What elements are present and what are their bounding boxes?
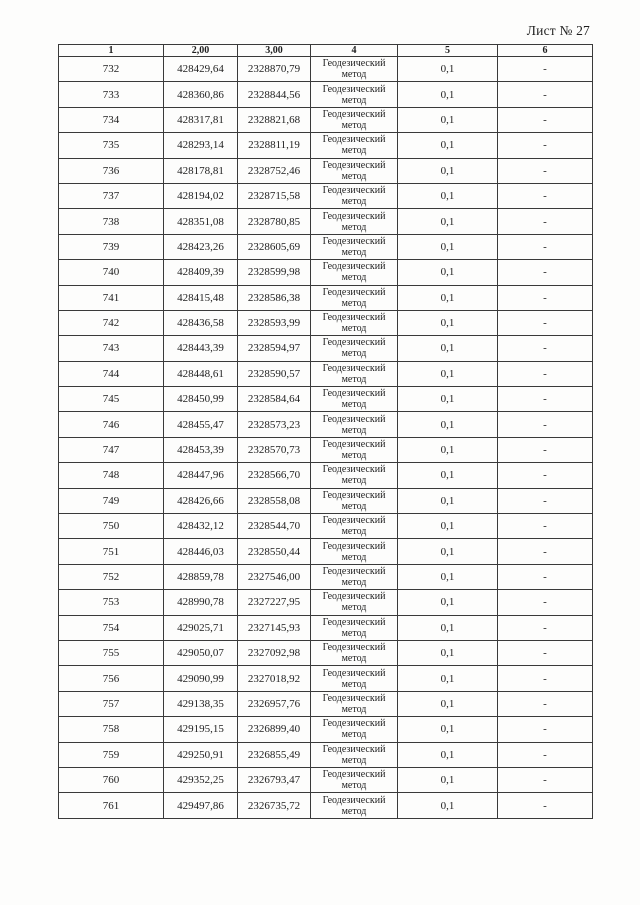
cell-y-coordinate: 2328566,70 xyxy=(238,463,311,488)
cell-method xyxy=(311,691,398,716)
cell-x-coordinate: 428360,86 xyxy=(164,82,238,107)
cell-point-number: 755 xyxy=(59,640,164,665)
cell-note: - xyxy=(498,615,593,640)
cell-point-number: 733 xyxy=(59,82,164,107)
method-line: метод xyxy=(341,729,367,741)
cell-x-coordinate: 428859,78 xyxy=(164,564,238,589)
cell-point-number: 750 xyxy=(59,514,164,539)
cell-note: - xyxy=(498,57,593,82)
cell-point-number: 739 xyxy=(59,234,164,259)
cell-method xyxy=(311,539,398,564)
table-row xyxy=(59,82,593,107)
sheet-number-label: Лист № 27 xyxy=(526,23,590,38)
cell-accuracy: 0,1 xyxy=(398,717,498,742)
table-row xyxy=(59,666,593,691)
cell-note: - xyxy=(498,285,593,310)
method-line: метод xyxy=(341,94,367,106)
table-row xyxy=(59,260,593,285)
table-row xyxy=(59,209,593,234)
method-line: метод xyxy=(341,373,367,385)
cell-y-coordinate: 2328844,56 xyxy=(238,82,311,107)
method-line: метод xyxy=(341,780,367,792)
cell-accuracy: 0,1 xyxy=(398,107,498,132)
table-row xyxy=(59,793,593,818)
method-line: метод xyxy=(341,196,367,208)
method-line: метод xyxy=(341,602,367,614)
cell-accuracy: 0,1 xyxy=(398,437,498,462)
cell-y-coordinate: 2327092,98 xyxy=(238,640,311,665)
cell-note: - xyxy=(498,82,593,107)
method-line: метод xyxy=(341,551,367,563)
method-line: метод xyxy=(341,272,367,284)
header-cell-4: 4 xyxy=(311,45,398,57)
cell-point-number: 736 xyxy=(59,158,164,183)
cell-method xyxy=(311,564,398,589)
cell-accuracy: 0,1 xyxy=(398,539,498,564)
cell-method xyxy=(311,742,398,767)
method-line: Геодезический xyxy=(322,134,386,146)
method-line: Геодезический xyxy=(322,489,386,501)
cell-accuracy: 0,1 xyxy=(398,82,498,107)
cell-point-number: 761 xyxy=(59,793,164,818)
cell-method xyxy=(311,590,398,615)
cell-x-coordinate: 428436,58 xyxy=(164,310,238,335)
cell-accuracy: 0,1 xyxy=(398,387,498,412)
cell-note: - xyxy=(498,387,593,412)
table-row xyxy=(59,107,593,132)
cell-y-coordinate: 2328594,97 xyxy=(238,336,311,361)
cell-accuracy: 0,1 xyxy=(398,564,498,589)
cell-accuracy: 0,1 xyxy=(398,209,498,234)
table-row xyxy=(59,133,593,158)
cell-accuracy: 0,1 xyxy=(398,412,498,437)
cell-y-coordinate: 2328605,69 xyxy=(238,234,311,259)
cell-accuracy: 0,1 xyxy=(398,336,498,361)
method-line: Геодезический xyxy=(322,540,386,552)
method-line: метод xyxy=(341,424,367,436)
header-cell-1: 1 xyxy=(59,45,164,57)
cell-y-coordinate: 2328821,68 xyxy=(238,107,311,132)
table-row xyxy=(59,437,593,462)
cell-x-coordinate: 428446,03 xyxy=(164,539,238,564)
cell-note: - xyxy=(498,336,593,361)
method-line: метод xyxy=(341,577,367,588)
method-line: метод xyxy=(341,69,367,81)
cell-x-coordinate: 428443,39 xyxy=(164,336,238,361)
cell-y-coordinate: 2328558,08 xyxy=(238,488,311,513)
method-line: метод xyxy=(341,145,367,157)
cell-x-coordinate: 428409,39 xyxy=(164,260,238,285)
method-line: Геодезический xyxy=(322,108,386,120)
coordinates-table xyxy=(58,44,593,819)
cell-note: - xyxy=(498,742,593,767)
cell-point-number: 760 xyxy=(59,767,164,792)
table-row xyxy=(59,234,593,259)
method-line: метод xyxy=(341,627,367,639)
cell-x-coordinate: 428448,61 xyxy=(164,361,238,386)
cell-x-coordinate: 429090,99 xyxy=(164,666,238,691)
header-cell-6: 6 xyxy=(498,45,593,57)
method-line: Геодезический xyxy=(322,312,386,324)
cell-x-coordinate: 428990,78 xyxy=(164,590,238,615)
cell-method xyxy=(311,183,398,208)
table-row xyxy=(59,514,593,539)
cell-method xyxy=(311,260,398,285)
cell-point-number: 732 xyxy=(59,57,164,82)
cell-y-coordinate: 2328752,46 xyxy=(238,158,311,183)
table-row xyxy=(59,183,593,208)
cell-accuracy: 0,1 xyxy=(398,640,498,665)
cell-x-coordinate: 428453,39 xyxy=(164,437,238,462)
cell-point-number: 746 xyxy=(59,412,164,437)
cell-note: - xyxy=(498,717,593,742)
cell-accuracy: 0,1 xyxy=(398,158,498,183)
method-line: Геодезический xyxy=(322,159,386,171)
method-line: Геодезический xyxy=(322,185,386,197)
cell-point-number: 758 xyxy=(59,717,164,742)
method-line: Геодезический xyxy=(322,566,386,577)
cell-x-coordinate: 428351,08 xyxy=(164,209,238,234)
cell-y-coordinate: 2328715,58 xyxy=(238,183,311,208)
cell-note: - xyxy=(498,488,593,513)
method-line: метод xyxy=(341,221,367,233)
cell-x-coordinate: 429195,15 xyxy=(164,717,238,742)
cell-y-coordinate: 2326899,40 xyxy=(238,717,311,742)
cell-point-number: 745 xyxy=(59,387,164,412)
method-line: Геодезический xyxy=(322,743,386,755)
method-line: метод xyxy=(341,119,367,131)
table-row xyxy=(59,387,593,412)
method-line: Геодезический xyxy=(322,362,386,374)
method-line: Геодезический xyxy=(322,692,386,704)
cell-note: - xyxy=(498,183,593,208)
cell-method xyxy=(311,488,398,513)
cell-point-number: 738 xyxy=(59,209,164,234)
cell-note: - xyxy=(498,666,593,691)
table-row xyxy=(59,742,593,767)
cell-point-number: 747 xyxy=(59,437,164,462)
cell-accuracy: 0,1 xyxy=(398,361,498,386)
cell-note: - xyxy=(498,158,593,183)
cell-note: - xyxy=(498,793,593,818)
header-cell-3: 3,00 xyxy=(238,45,311,57)
cell-method xyxy=(311,717,398,742)
cell-y-coordinate: 2326957,76 xyxy=(238,691,311,716)
cell-note: - xyxy=(498,691,593,716)
cell-accuracy: 0,1 xyxy=(398,285,498,310)
table-row xyxy=(59,539,593,564)
method-line: Геодезический xyxy=(322,413,386,425)
cell-point-number: 742 xyxy=(59,310,164,335)
cell-accuracy: 0,1 xyxy=(398,234,498,259)
cell-y-coordinate: 2328586,38 xyxy=(238,285,311,310)
cell-point-number: 757 xyxy=(59,691,164,716)
table-row xyxy=(59,336,593,361)
method-line: метод xyxy=(341,450,367,462)
cell-y-coordinate: 2328550,44 xyxy=(238,539,311,564)
cell-x-coordinate: 428450,99 xyxy=(164,387,238,412)
method-line: Геодезический xyxy=(322,769,386,781)
method-line: Геодезический xyxy=(322,439,386,451)
method-line: метод xyxy=(341,246,367,258)
coordinates-table-container xyxy=(58,44,592,819)
method-line: метод xyxy=(341,703,367,715)
table-row xyxy=(59,361,593,386)
cell-note: - xyxy=(498,590,593,615)
cell-y-coordinate: 2328811,19 xyxy=(238,133,311,158)
cell-method xyxy=(311,514,398,539)
cell-method xyxy=(311,387,398,412)
cell-note: - xyxy=(498,209,593,234)
method-line: метод xyxy=(341,399,367,411)
cell-accuracy: 0,1 xyxy=(398,183,498,208)
cell-y-coordinate: 2328870,79 xyxy=(238,57,311,82)
cell-accuracy: 0,1 xyxy=(398,666,498,691)
method-line: Геодезический xyxy=(322,718,386,730)
table-row xyxy=(59,640,593,665)
cell-point-number: 735 xyxy=(59,133,164,158)
cell-y-coordinate: 2328590,57 xyxy=(238,361,311,386)
cell-y-coordinate: 2326735,72 xyxy=(238,793,311,818)
cell-method xyxy=(311,82,398,107)
table-row xyxy=(59,285,593,310)
header-cell-2: 2,00 xyxy=(164,45,238,57)
cell-x-coordinate: 429497,86 xyxy=(164,793,238,818)
method-line: Геодезический xyxy=(322,464,386,476)
header-cell-5: 5 xyxy=(398,45,498,57)
table-row xyxy=(59,488,593,513)
cell-method xyxy=(311,666,398,691)
method-line: метод xyxy=(341,348,367,360)
table-row xyxy=(59,463,593,488)
cell-note: - xyxy=(498,412,593,437)
cell-x-coordinate: 428429,64 xyxy=(164,57,238,82)
cell-method xyxy=(311,412,398,437)
cell-x-coordinate: 429250,91 xyxy=(164,742,238,767)
cell-note: - xyxy=(498,640,593,665)
cell-y-coordinate: 2328573,23 xyxy=(238,412,311,437)
cell-method xyxy=(311,107,398,132)
cell-note: - xyxy=(498,437,593,462)
method-line: метод xyxy=(341,297,367,309)
cell-note: - xyxy=(498,133,593,158)
cell-note: - xyxy=(498,310,593,335)
method-line: метод xyxy=(341,170,367,182)
method-line: Геодезический xyxy=(322,388,386,400)
cell-accuracy: 0,1 xyxy=(398,310,498,335)
table-header-row xyxy=(59,45,593,57)
table-row xyxy=(59,57,593,82)
cell-method xyxy=(311,615,398,640)
cell-y-coordinate: 2326855,49 xyxy=(238,742,311,767)
cell-y-coordinate: 2328544,70 xyxy=(238,514,311,539)
cell-accuracy: 0,1 xyxy=(398,590,498,615)
cell-y-coordinate: 2328593,99 xyxy=(238,310,311,335)
cell-y-coordinate: 2327227,95 xyxy=(238,590,311,615)
table-row xyxy=(59,590,593,615)
method-line: Геодезический xyxy=(322,794,386,806)
method-line: Геодезический xyxy=(322,286,386,298)
cell-y-coordinate: 2328584,64 xyxy=(238,387,311,412)
cell-point-number: 748 xyxy=(59,463,164,488)
cell-accuracy: 0,1 xyxy=(398,133,498,158)
cell-x-coordinate: 428426,66 xyxy=(164,488,238,513)
cell-method xyxy=(311,310,398,335)
cell-x-coordinate: 428415,48 xyxy=(164,285,238,310)
cell-method xyxy=(311,793,398,818)
method-line: Геодезический xyxy=(322,235,386,247)
cell-point-number: 737 xyxy=(59,183,164,208)
table-body xyxy=(59,57,593,819)
method-line: метод xyxy=(341,323,367,335)
cell-accuracy: 0,1 xyxy=(398,57,498,82)
cell-method xyxy=(311,336,398,361)
table-row xyxy=(59,564,593,589)
cell-accuracy: 0,1 xyxy=(398,793,498,818)
cell-point-number: 752 xyxy=(59,564,164,589)
cell-method xyxy=(311,437,398,462)
cell-x-coordinate: 428194,02 xyxy=(164,183,238,208)
cell-note: - xyxy=(498,260,593,285)
cell-accuracy: 0,1 xyxy=(398,767,498,792)
cell-x-coordinate: 429025,71 xyxy=(164,615,238,640)
cell-y-coordinate: 2326793,47 xyxy=(238,767,311,792)
cell-note: - xyxy=(498,234,593,259)
cell-point-number: 740 xyxy=(59,260,164,285)
cell-x-coordinate: 428423,26 xyxy=(164,234,238,259)
cell-accuracy: 0,1 xyxy=(398,742,498,767)
method-line: метод xyxy=(341,678,367,690)
cell-accuracy: 0,1 xyxy=(398,615,498,640)
cell-point-number: 734 xyxy=(59,107,164,132)
cell-note: - xyxy=(498,107,593,132)
table-row xyxy=(59,767,593,792)
cell-point-number: 741 xyxy=(59,285,164,310)
cell-method xyxy=(311,285,398,310)
method-line: Геодезический xyxy=(322,337,386,349)
cell-method xyxy=(311,234,398,259)
cell-x-coordinate: 428293,14 xyxy=(164,133,238,158)
cell-point-number: 756 xyxy=(59,666,164,691)
cell-note: - xyxy=(498,361,593,386)
cell-note: - xyxy=(498,463,593,488)
cell-accuracy: 0,1 xyxy=(398,260,498,285)
cell-x-coordinate: 429050,07 xyxy=(164,640,238,665)
method-line: метод xyxy=(341,653,367,665)
cell-note: - xyxy=(498,564,593,589)
cell-method xyxy=(311,158,398,183)
method-line: Геодезический xyxy=(322,515,386,527)
cell-note: - xyxy=(498,539,593,564)
cell-y-coordinate: 2327546,00 xyxy=(238,564,311,589)
cell-point-number: 749 xyxy=(59,488,164,513)
cell-accuracy: 0,1 xyxy=(398,514,498,539)
method-line: метод xyxy=(341,475,367,487)
method-line: метод xyxy=(341,526,367,538)
method-line: Геодезический xyxy=(322,642,386,654)
cell-method xyxy=(311,209,398,234)
cell-point-number: 743 xyxy=(59,336,164,361)
method-line: Геодезический xyxy=(322,616,386,628)
cell-note: - xyxy=(498,767,593,792)
table-row xyxy=(59,158,593,183)
cell-x-coordinate: 428432,12 xyxy=(164,514,238,539)
cell-x-coordinate: 428178,81 xyxy=(164,158,238,183)
method-line: Геодезический xyxy=(322,667,386,679)
cell-x-coordinate: 428447,96 xyxy=(164,463,238,488)
cell-note: - xyxy=(498,514,593,539)
method-line: Геодезический xyxy=(322,261,386,273)
method-line: метод xyxy=(341,805,367,817)
cell-y-coordinate: 2328599,98 xyxy=(238,260,311,285)
cell-method xyxy=(311,361,398,386)
table-row xyxy=(59,615,593,640)
method-line: Геодезический xyxy=(322,210,386,222)
cell-accuracy: 0,1 xyxy=(398,463,498,488)
cell-y-coordinate: 2328570,73 xyxy=(238,437,311,462)
cell-point-number: 759 xyxy=(59,742,164,767)
method-line: Геодезический xyxy=(322,83,386,95)
cell-accuracy: 0,1 xyxy=(398,691,498,716)
cell-point-number: 753 xyxy=(59,590,164,615)
cell-y-coordinate: 2328780,85 xyxy=(238,209,311,234)
cell-method xyxy=(311,767,398,792)
cell-y-coordinate: 2327018,92 xyxy=(238,666,311,691)
method-line: Геодезический xyxy=(322,58,386,70)
cell-method xyxy=(311,57,398,82)
cell-method xyxy=(311,133,398,158)
cell-y-coordinate: 2327145,93 xyxy=(238,615,311,640)
table-row xyxy=(59,310,593,335)
cell-x-coordinate: 429138,35 xyxy=(164,691,238,716)
method-line: Геодезический xyxy=(322,591,386,603)
method-line: метод xyxy=(341,754,367,766)
cell-point-number: 751 xyxy=(59,539,164,564)
table-row xyxy=(59,717,593,742)
cell-point-number: 744 xyxy=(59,361,164,386)
table-row xyxy=(59,691,593,716)
cell-point-number: 754 xyxy=(59,615,164,640)
cell-x-coordinate: 429352,25 xyxy=(164,767,238,792)
method-line: метод xyxy=(341,500,367,512)
cell-x-coordinate: 428317,81 xyxy=(164,107,238,132)
cell-method xyxy=(311,640,398,665)
cell-method xyxy=(311,463,398,488)
cell-accuracy: 0,1 xyxy=(398,488,498,513)
table-row xyxy=(59,412,593,437)
cell-x-coordinate: 428455,47 xyxy=(164,412,238,437)
